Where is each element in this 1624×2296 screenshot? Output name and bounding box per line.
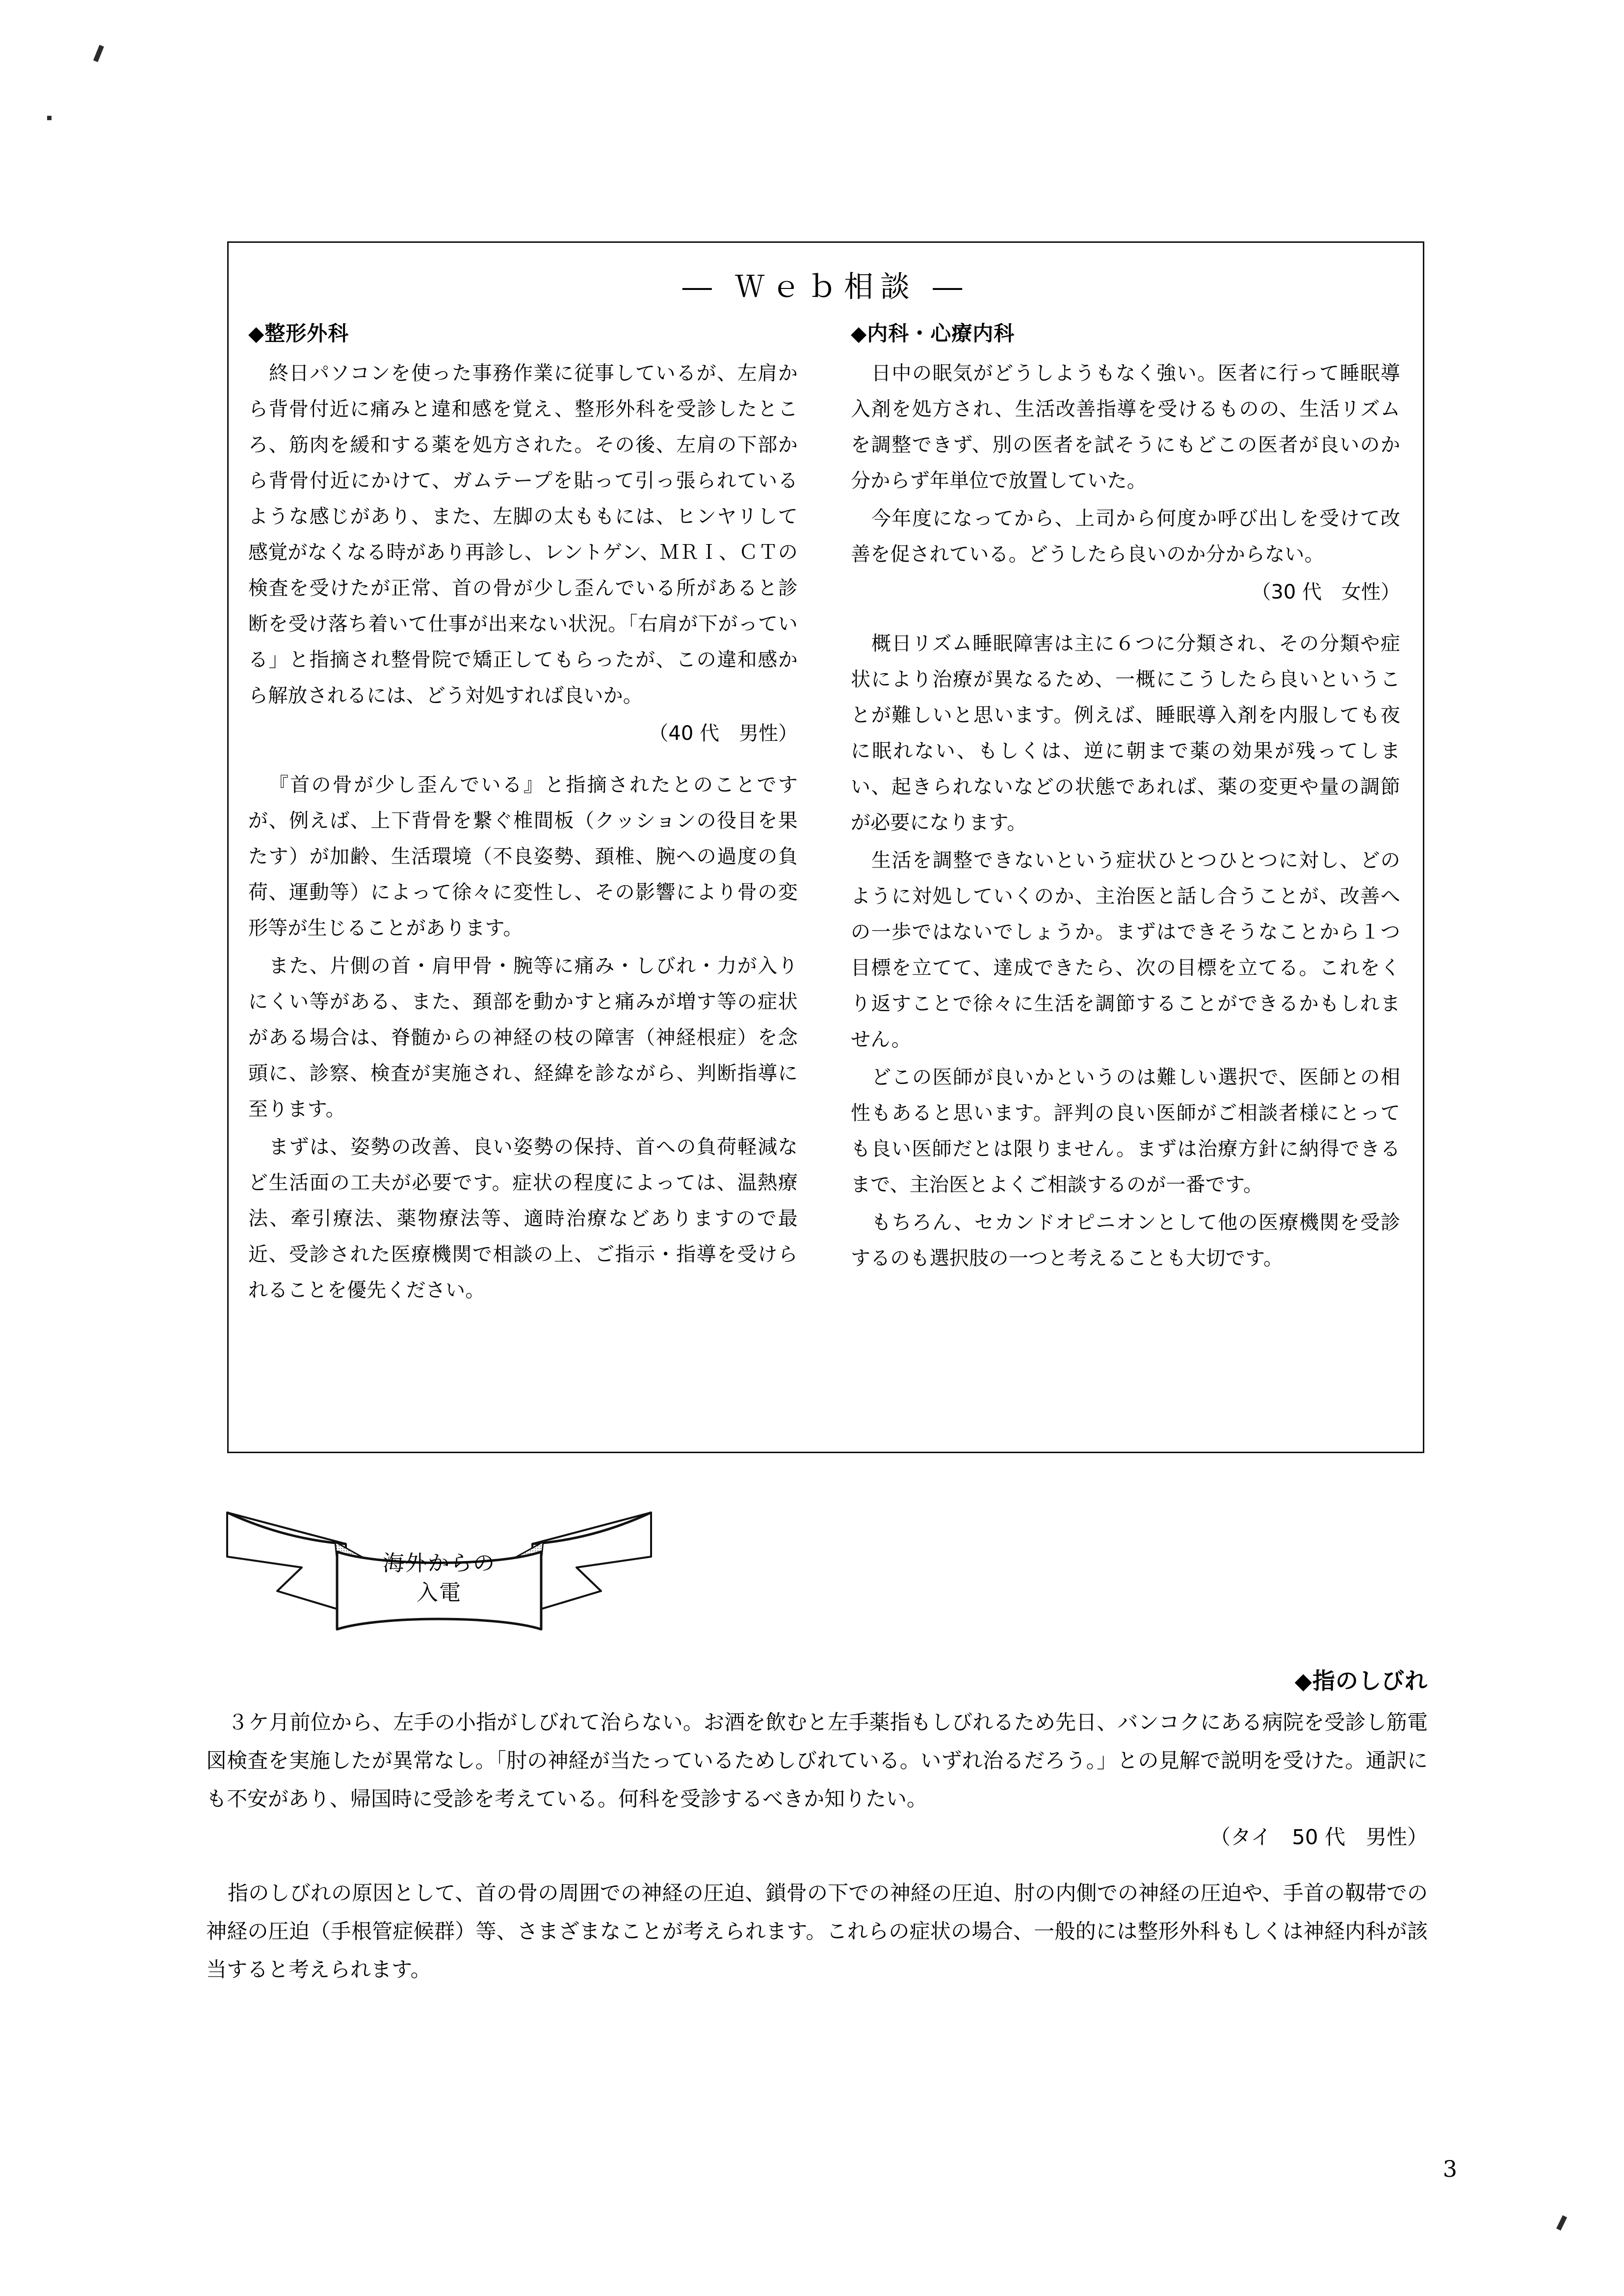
two-column-layout — [229, 317, 1423, 1441]
scan-speck — [47, 116, 52, 120]
ribbon-label-line2: 入電 — [417, 1580, 462, 1605]
scan-speck — [93, 45, 104, 62]
answer-paragraph: また、片側の首・肩甲骨・腕等に痛み・しびれ・力が入りにくい等がある、また、頚部を動かすと痛みが増す等の症状がある場合は、脊髄からの神経の枝の障害（神経根症）を念頭に、診察、検査が実施され、経緯を診ながら、判断指導に至ります。 — [248, 955, 798, 1121]
overseas-inquiry-article — [206, 1663, 1428, 1989]
ribbon-banner — [223, 1489, 655, 1631]
section-heading-internal-medicine: ◆内科・心療内科 — [851, 321, 1015, 345]
answer-text-finger-numbness: 指のしびれの原因として、首の骨の周囲での神経の圧迫、鎖骨の下での神経の圧迫、肘の内側での神経の圧迫や、手首の靱帯での神経の圧迫（手根管症候群）等、さまざまなことが考えられます。これらの症状の場合、一般的には整形外科もしくは神経内科が該当すると考えられます。 — [206, 1881, 1428, 1982]
column-internal-psychosomatic — [851, 317, 1400, 1278]
answer-paragraph: まずは、姿勢の改善、良い姿勢の保持、首への負荷軽減など生活面の工夫が必要です。症状の程度によっては、温熱療法、牽引療法、薬物療法等、適時治療などありますので最近、受診された医療機関で相談の上、ご指示・指導を受けられることを優先ください。 — [248, 1136, 798, 1302]
answer-paragraph: どこの医師が良いかというのは難しい選択で、医師との相性もあると思います。評判の良い医師がご相談者様にとっても良い医師だとは限りません。まずは治療方針に納得できるまで、主治医とよくご相談するのが一番です。 — [851, 1066, 1400, 1196]
ribbon-label-line1: 海外からの — [383, 1551, 496, 1576]
question-attribution-internal-medicine: （30 代 女性） — [1251, 581, 1400, 603]
spacer — [851, 613, 1400, 626]
question-text-finger-numbness: ３ケ月前位から、左手の小指がしびれて治らない。お酒を飲むと左手薬指もしびれるため先日、バンコクにある病院を受診し筋電図検査を実施したが異常なし。「肘の神経が当たっているためしびれている。いずれ治るだろう。」との見解で説明を受けた。通訳にも不安があり、帰国時に受診を考えている。何科を受診するべきか知りたい。 — [206, 1710, 1428, 1811]
section-heading-finger-numbness: ◆指のしびれ — [1294, 1668, 1428, 1694]
section-heading-orthopedics: ◆整形外科 — [248, 321, 349, 345]
question-paragraph: 今年度になってから、上司から何度か呼び出しを受けて改善を促されている。どうしたら良いのか分からない。 — [851, 507, 1400, 566]
answer-paragraph: 生活を調整できないという症状ひとつひとつに対し、どのように対処していくのか、主治医と話し合うことが、改善への一歩ではないでしょうか。まずはできそうなことから１つ目標を立てて、達成できたら、次の目標を立てる。これをくり返すことで徐々に生活を調節することができるかもしれません。 — [851, 849, 1400, 1051]
scan-speck — [1556, 2215, 1567, 2230]
page-number: 3 — [1442, 2156, 1457, 2182]
ribbon-left-tail — [227, 1513, 346, 1612]
question-text-orthopedics: 終日パソコンを使った事務作業に従事しているが、左肩から背骨付近に痛みと違和感を覚え、整形外科を受診したところ、筋肉を緩和する薬を処方された。その後、左肩の下部から背骨付近にかけて、ガムテープを貼って引っ張られているような感じがあり、また、左脚の太ももには、ヒンヤリして感覚がなくなる時があり再診し、レントゲン、ＭＲＩ、ＣＴの検査を受けたが正常、首の骨が少し歪んでいる所があると診断を受け落ち着いて仕事が出来ない状況。「右肩が下がっている」と指摘され整骨院で矯正してもらったが、この違和感から解放されるには、どう対処すれば良いか。 — [248, 362, 798, 707]
web-consultation-box — [227, 241, 1424, 1453]
page-title: ― Ｗｅｂ相談 ― — [682, 270, 969, 304]
answer-paragraph: 『首の骨が少し歪んでいる』と指摘されたとのことですが、例えば、上下背骨を繋ぐ椎間板（クッションの役目を果たす）が加齢、生活環境（不良姿勢、頚椎、腕への過度の負荷、運動等）によって徐々に変性し、その影響により骨の変形等が生じることがあります。 — [248, 774, 798, 939]
ribbon-label — [339, 1549, 539, 1608]
question-attribution-orthopedics: （40 代 男性） — [649, 722, 798, 745]
spacer — [206, 1856, 1428, 1874]
question-paragraph: 日中の眠気がどうしようもなく強い。医者に行って睡眠導入剤を処方され、生活改善指導を受けるものの、生活リズムを調整できず、別の医者を試そうにもどこの医者が良いのか分からず年単位で放置していた。 — [851, 362, 1400, 492]
spacer — [248, 755, 798, 767]
question-attribution-finger-numbness: （タイ 50 代 男性） — [1210, 1825, 1428, 1849]
answer-paragraph: 概日リズム睡眠障害は主に６つに分類され、その分類や症状により治療が異なるため、一概にこうしたら良いということが難しいと思います。例えば、睡眠導入剤を内服しても夜に眠れない、もしくは、逆に朝まで薬の効果が残ってしまい、起きられないなどの状態であれば、薬の変更や量の調節が必要になります。 — [851, 632, 1400, 834]
answer-paragraph: もちろん、セカンドオピニオンとして他の医療機関を受診するのも選択肢の一つと考えることも大切です。 — [851, 1211, 1400, 1270]
ribbon-right-tail — [532, 1513, 651, 1612]
column-orthopedics — [248, 317, 798, 1310]
